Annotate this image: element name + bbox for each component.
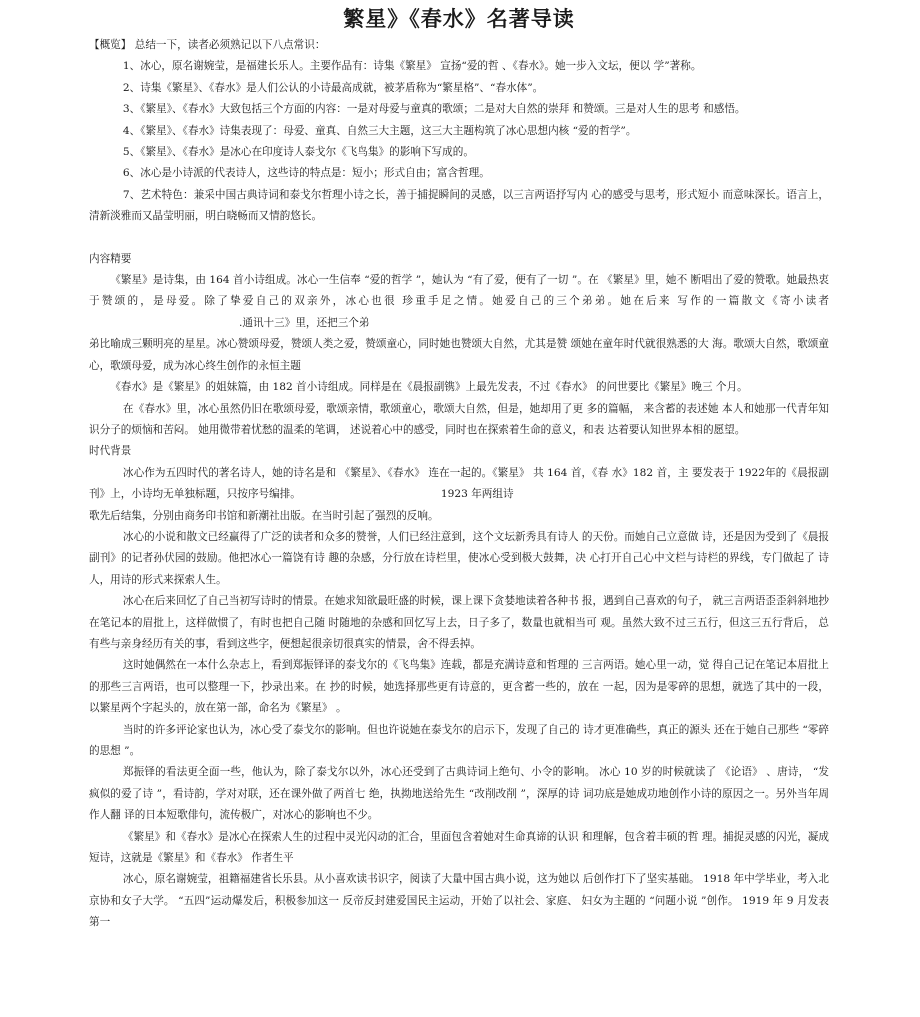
background-heading: 时代背景 [89,445,132,458]
background-paragraph-1 [89,463,829,506]
overview-item-4: 4、《繁星》、《春水》诗集表现了：母爱、童真、自然三大主题，这三大主题构筑了冰心思想内核 “爱的哲学”。 [122,124,637,137]
background-paragraph-3: 冰心在后来回忆了自己当初写诗时的情景。在她求知欲最旺盛的时候，课上课下贪婪地读着各种书 报，遇到自己喜欢的句子， 就三言两语歪歪斜斜地抄在笔记本的眉批上，这样做惯了，有时也把自己随 时随地的杂感和回忆写上去，日子多了，数量也就相当可 观。虽然大致不过三五行，但这三五行背后， 总有些与亲身经历有关的事，看到这些字，便想起很亲切很真实的情景，舍不得丢掉。 [89,595,829,650]
background-paragraph-4: 这时她偶然在一本什么杂志上，看到郑振铎译的泰戈尔的《飞鸟集》连载，都是充满诗意和哲理的 三言两语。她心里一动，觉 得自己记在笔记本眉批上的那些三言两语，也可以整理一下，抄录出来。在 抄的时候，她选择那些更有诗意的，更含蓄一些的，放在 一起，因为是零碎的思想，就选了其中的一段， 以繁星两个字起头的，放在第一部，命名为《繁星》 。 [89,659,829,715]
page-title: 繁星》《春水》名著导读 [343,7,575,31]
content-paragraph-1 [89,270,829,334]
background-paragraph-8: 冰心，原名谢婉莹，祖籍福建省长乐县。从小喜欢读书识字，阅读了大量中国古典小说，这为她以 后创作打下了坚实基础。 1918 年中学毕业，考入北京协和女子大学。 “五四”运动爆发后，积极参加这一 反帝反封建爱国民主运动，开始了以社会、家庭、 妇女为主题的 “问题小说 ”创作。 1919 年 9 月发表第一 [89,873,829,929]
overview-item-2: 2、诗集《繁星》、《春水》是人们公认的小诗最高成就，被茅盾称为“繁星格”、“春水体”。 [122,81,544,94]
background-paragraph-1-tail: 1923 年两组诗 [440,488,514,501]
background-paragraph-2: 冰心的小说和散文已经赢得了广泛的读者和众多的赞誉，人们已经注意到，这个文坛新秀具有诗人 的天份。而她自己立意做 诗，还是因为受到了《晨报副刊》的记者孙伏园的鼓励。他把冰心一篇饶有诗 趣的杂感，分行放在诗栏里，使冰心受到极大鼓舞，决 心打开自己心中文栏与诗栏的界线，专门做起了 诗人，用诗的形式来探索人生。 [89,530,829,586]
background-paragraph-6: 郑振铎的看法更全面一些，他认为，除了泰戈尔以外，冰心还受到了古典诗词上绝句、小令的影响。 冰心 10 岁的时候就读了 《论语》 、唐诗， “发疯似的爱了诗 ”，看诗韵，学对对联，还在课外做了两首七 绝，执拗地送给先生 “改削改削 ”，深厚的诗 词功底是她成功地创作小诗的原因之一。另外当年周作人翻 译的日本短歌俳句，流传极广，对冰心的影响也不少。 [89,766,829,822]
background-paragraph-5: 当时的许多评论家也认为，冰心受了泰戈尔的影响。但也许说她在泰戈尔的启示下，发现了自己的 诗才更准确些，真正的源头 还在于她自己那些 “零碎的思想 ”。 [89,723,829,757]
section-gap [89,228,829,249]
overview-item-7: 7、艺术特色：兼采中国古典诗词和泰戈尔哲理小诗之长，善于捕捉瞬间的灵感，以三言两语抒写内 心的感受与思考，形式短小 而意味深长。语言上，清新淡雅而又晶莹明丽，明白晓畅而又情韵悠长。 [89,188,829,223]
overview-item-3: 3、《繁星》、《春水》大致包括三个方面的内容：一是对母爱与童真的歌颂；二是对大自然的崇拜 和赞颂。三是对人生的思考 和感悟。 [122,103,746,116]
overview-item-6: 6、冰心是小诗派的代表诗人，这些诗的特点是：短小；形式自由；富含哲理。 [122,167,490,180]
content-heading: 内容精要 [89,252,132,265]
overview-lead: 【概览】 总结一下，读者必须熟记以下八点常识： [89,39,326,51]
background-paragraph-1b: 歌先后结集，分别由商务印书馆和新潮社出版。在当时引起了强烈的反响。 [89,509,439,522]
overview-item-1: 1、冰心，原名谢婉莹，是福建长乐人。主要作品有：诗集《繁星》 宣扬“爱的哲 、《春水》。她一步入文坛，便以 学”著称。 [122,60,702,73]
content-paragraph-1b: 弟比喻成三颗明亮的星星。冰心赞颂母爱，赞颂人类之爱，赞颂童心，同时她也赞颂大自然，尤其是赞 颂她在童年时代就很熟悉的大 海。歌颂大自然，歌颂童心，歌颂母爱，成为冰心终生创作的永恒主题 [89,338,829,372]
background-paragraph-1-main: 冰心作为五四时代的著名诗人，她的诗名是和 《繁星》、《春水》 连在一起的。《繁星》 共 164 首，《春 水》182 首，主 要发表于 1922年的《晨报副刊》上，小诗均无单独标题，只按序号编排。 [89,466,829,501]
content-paragraph-3: 在《春水》里，冰心虽然仍旧在歌颂母爱，歌颂亲情，歌颂童心，歌颂大自然，但是，她却用了更 多的篇幅， 来含蓄的表述她 本人和她那一代青年知识分子的烦恼和苦闷。 她用微带着忧愁的温柔的笔调， 述说着心中的感受，同时也在探索着生命的意义，和表 达着要认知世界本相的愿望。 [89,402,829,436]
content-paragraph-2: 《春水》是《繁星》的姐妹篇，由 182 首小诗组成。同样是在《晨报副镌》上最先发表，不过《春水》 的问世要比《繁星》晚三 个月。 [110,381,748,394]
content-paragraph-1-main: 《繁星》是诗集，由 164 首小诗组成。冰心一生信奉 “爱的哲学 ”，她认为 “有了爱，便有了一切 ”。在 《繁星》里，她不 断唱出了爱的赞歌。她最热衷于赞颂的，是母爱。除了挚爱自己的双亲外，冰心也很 珍重手足之情。她爱自己的三个弟弟。她在后来 写作的一篇散文《寄小读者 [89,274,829,308]
content-paragraph-1-tail: .通讯十三》里，还把三个弟 [239,316,370,329]
overview-item-5: 5、《繁星》、《春水》是冰心在印度诗人泰戈尔《飞鸟集》的影响下写成的。 [122,146,474,159]
background-paragraph-7: 《繁星》和《春水》是冰心在探索人生的过程中灵光闪动的汇合，里面包含着她对生命真谛的认识 和理解，包含着丰硕的哲 理。捕捉灵感的闪光，凝成短诗，这就是《繁星》和《春水》 作者生平 [89,830,829,865]
document-page [89,0,829,934]
